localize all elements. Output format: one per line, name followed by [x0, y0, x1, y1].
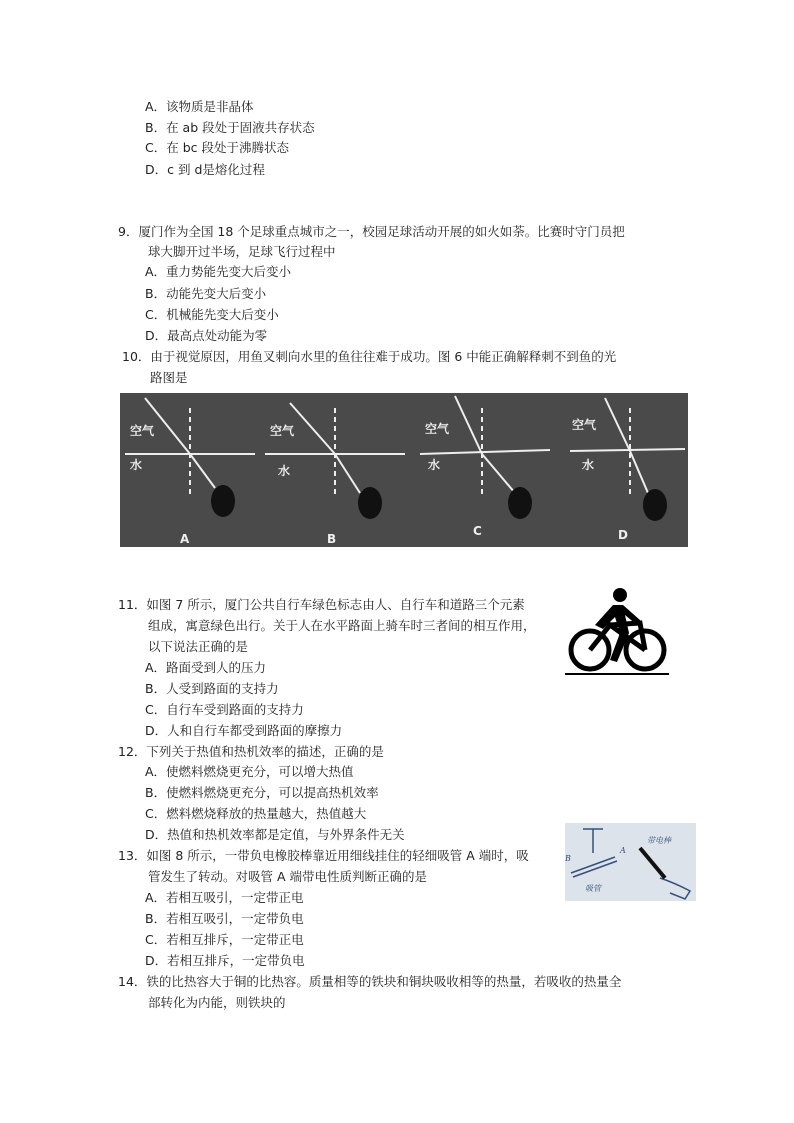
q8-option-d: D．c 到 d是熔化过程: [145, 162, 265, 177]
q10-stem: 10．由于视觉原因，用鱼叉刺向水里的鱼往往难于成功。图 6 中能正确解释刺不到鱼的光: [122, 349, 617, 364]
figure-7-bike-logo: [565, 585, 671, 677]
q9-stem: 9．厦门作为全国 18 个足球重点城市之一，校园足球活动开展的如火如荼。比赛时守门员把: [118, 224, 625, 239]
q12-stem: 12．下列关于热值和热机效率的描述，正确的是: [118, 744, 384, 759]
q13-option-c: C．若相互排斥，一定带正电: [145, 932, 304, 947]
q9-stem-cont: 球大脚开过半场，足球飞行过程中: [148, 244, 336, 259]
label-water: 水: [428, 458, 441, 472]
label-b: B: [565, 854, 571, 863]
q11-stem-cont: 组成，寓意绿色出行。关于人在水平路面上骑车时三者间的相互作用，: [148, 618, 536, 633]
q11-option-b: B．人受到路面的支持力: [145, 681, 279, 696]
q13-stem: 13．如图 8 所示，一带负电橡胶棒靠近用细线挂住的轻细吸管 A 端时，吸: [118, 848, 529, 863]
q8-option-a: A．该物质是非晶体: [145, 99, 254, 114]
q9-option-d: D．最高点处动能为零: [145, 328, 268, 343]
figure-6-light-paths: [120, 393, 688, 547]
q11-stem: 11．如图 7 所示，厦门公共自行车绿色标志由人、自行车和道路三个元素: [118, 597, 525, 612]
q9-option-b: B．动能先变大后变小: [145, 286, 267, 301]
q11-option-d: D．人和自行车都受到路面的摩擦力: [145, 723, 343, 738]
label-straw: 吸管: [585, 884, 601, 893]
q13-option-b: B．若相互吸引，一定带负电: [145, 911, 304, 926]
q12-option-b: B．使燃料燃烧更充分，可以提高热机效率: [145, 785, 379, 800]
label-air: 空气: [270, 424, 295, 438]
q9-option-a: A．重力势能先变大后变小: [145, 264, 292, 279]
q11-option-c: C．自行车受到路面的支持力: [145, 702, 304, 717]
q11-stem-cont2: 以下说法正确的是: [148, 639, 249, 654]
label-c: C: [473, 524, 482, 538]
q13-option-a: A．若相互吸引，一定带正电: [145, 890, 304, 905]
label-air: 空气: [130, 424, 155, 438]
label-water: 水: [582, 458, 595, 472]
label-d: D: [618, 528, 628, 542]
q11-option-a: A．路面受到人的压力: [145, 660, 267, 675]
label-rod: 带电棒: [647, 836, 671, 845]
q12-option-a: A．使燃料燃烧更充分，可以增大热值: [145, 764, 354, 779]
q8-option-b: B．在 ab 段处于固液共存状态: [145, 120, 315, 135]
q10-stem-cont: 路图是: [150, 370, 188, 385]
q14-stem-cont: 部转化为内能，则铁块的: [148, 995, 286, 1010]
label-water: 水: [130, 458, 143, 472]
q12-option-c: C．燃料燃烧释放的热量越大，热值越大: [145, 806, 367, 821]
label-air: 空气: [425, 422, 450, 436]
label-b: B: [327, 532, 337, 546]
q13-stem-cont: 管发生了转动。对吸管 A 端带电性质判断正确的是: [148, 869, 427, 884]
figure-8-straw: [565, 823, 696, 901]
label-a: A: [620, 846, 626, 855]
label-a: A: [180, 532, 190, 546]
q9-option-c: C．机械能先变大后变小: [145, 307, 279, 322]
q12-option-d: D．热值和热机效率都是定值，与外界条件无关: [145, 827, 405, 842]
label-air: 空气: [572, 418, 597, 432]
label-water: 水: [278, 464, 291, 478]
q8-option-c: C．在 bc 段处于沸腾状态: [145, 140, 289, 155]
q13-option-d: D．若相互排斥，一定带负电: [145, 953, 305, 968]
q14-stem: 14．铁的比热容大于铜的比热容。质量相等的铁块和铜块吸收相等的热量，若吸收的热量全: [118, 974, 622, 989]
